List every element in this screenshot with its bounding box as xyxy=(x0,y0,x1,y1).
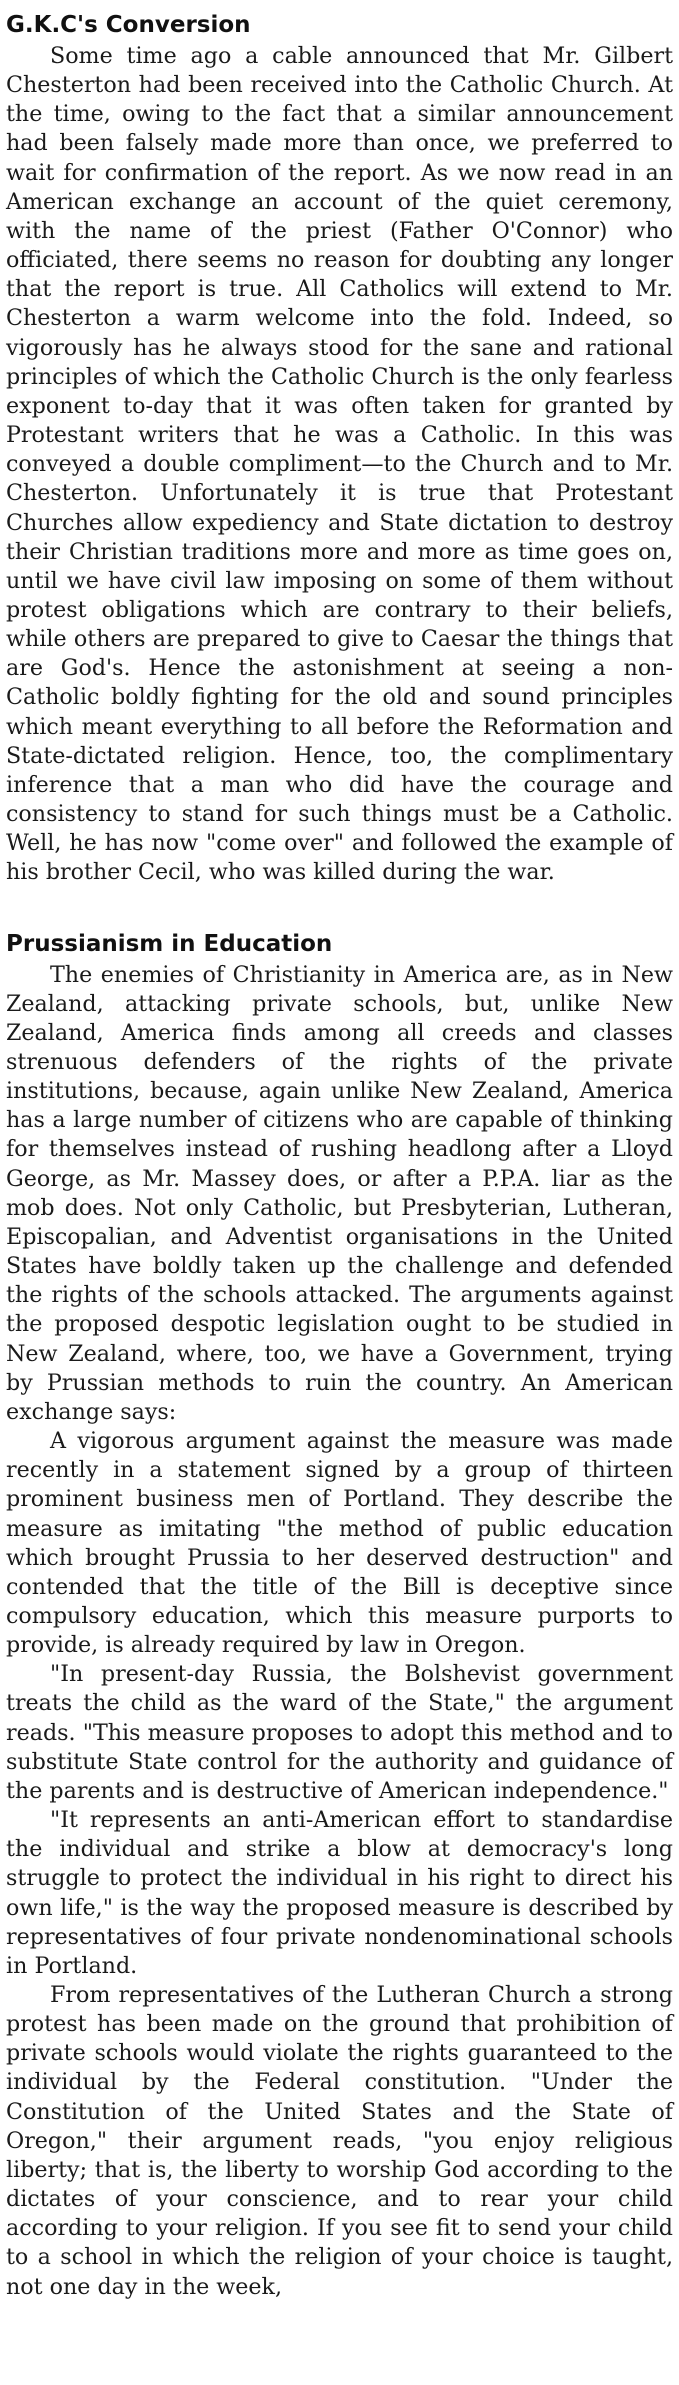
quoted-paragraph: A vigorous argument against the measure was made recently in a statement signed by a group of thirteen prominent business men of Portland. They describe the measure as imitating "the method of public education which brought Prussia to her deserved destruction" and contended that the title of the Bill is deceptive since compulsory education, which this measure purports to provide, is already required by law in Oregon. xyxy=(6,1428,673,1659)
article-paragraph: The enemies of Christianity in America are, as in New Zealand, attacking private schools, but, unlike New Zealand, America finds among all creeds and classes strenuous defenders of the rights of the private institutions, because, again unlike New Zealand, America has a large number of citizens who are capable of thinking for themselves instead of rushing headlong after a Lloyd George, as Mr. Massey does, or after a P.P.A. liar as the mob does. Not only Catholic, but Presbyterian, Lutheran, Episcopalian, and Adventist organisations in the United States have boldly taken up the challenge and defended the rights of the schools attacked. The arguments against the proposed despotic legislation ought to be studied in New Zealand, where, too, we have a Government, trying by Prussian methods to ruin the country. An American exchange says: xyxy=(6,961,673,1425)
article-gkc-conversion xyxy=(6,10,673,888)
quoted-paragraph: From representatives of the Lutheran Church a strong protest has been made on the ground that prohibition of private schools would violate the rights guaranteed to the individual by the Federal constitution. "Under the Constitution of the United States and the State of Oregon," their argument reads, "you enjoy religious liberty; that is, the liberty to worship God according to the dictates of your conscience, and to rear your child according to your religion. If you see fit to send your child to a school in which the religion of your choice is taught, not one day in the week, xyxy=(6,1982,673,2300)
quoted-paragraph: "It represents an anti-American effort to standardise the individual and strike a blow at democracy's long struggle to protect the individual in his right to direct his own life," is the way the proposed measure is described by representatives of four private nondenominational schools in Portland. xyxy=(6,1807,673,1979)
article-headline: G.K.C's Conversion xyxy=(6,12,251,38)
quoted-paragraph: "In present-day Russia, the Bolshevist government treats the child as the ward of the State," the argument reads. "This measure proposes to adopt this method and to substitute State control for the authority and guidance of the parents and is destructive of American independence." xyxy=(6,1661,673,1804)
article-paragraph: Some time ago a cable announced that Mr. Gilbert Chesterton had been received into the Catholic Church. At the time, owing to the fact that a similar announcement had been falsely made more than once, we preferred to wait for confirmation of the report. As we now read in an American exchange an account of the quiet ceremony, with the name of the priest (Father O'Connor) who officiated, there seems no reason for doubting any longer that the report is true. All Catholics will extend to Mr. Chesterton a warm welcome into the fold. Indeed, so vigorously has he always stood for the sane and rational principles of which the Catholic Church is the only fearless exponent to-day that it was often taken for granted by Protestant writers that he was a Catholic. In this was conveyed a double compliment—to the Church and to Mr. Chesterton. Unfortunately it is true that Protestant Churches allow expediency and State dictation to destroy their Christian traditions more and more as time goes on, until we have civil law imposing on some of them without protest obligations which are contrary to their beliefs, while others are prepared to give to Caesar the things that are God's. Hence the astonishment at seeing a non-Catholic boldly fighting for the old and sound principles which meant everything to all before the Reformation and State-dictated religion. Hence, too, the complimentary inference that a man who did have the courage and consistency to stand for such things must be a Catholic. Well, he has now "come over" and followed the example of his brother Cecil, who was killed during the war. xyxy=(6,43,673,886)
article-headline: Prussianism in Education xyxy=(6,930,333,957)
article-prussianism-in-education xyxy=(6,929,673,2302)
